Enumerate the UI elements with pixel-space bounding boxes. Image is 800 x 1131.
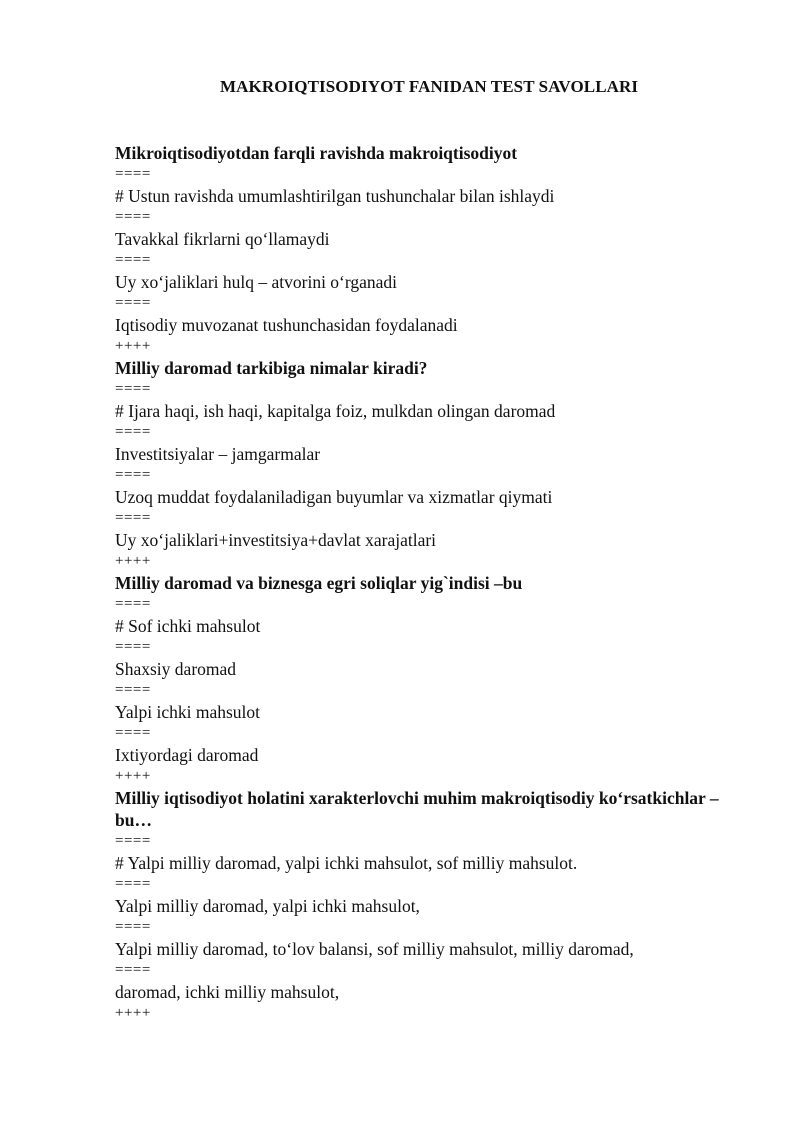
answer-separator: ==== — [115, 424, 151, 440]
answer-separator: ==== — [115, 682, 151, 698]
document-title: MAKROIQTISODIYOT FANIDAN TEST SAVOLLARI — [220, 77, 639, 96]
answer-separator: ==== — [115, 467, 151, 483]
answer-separator: ==== — [115, 833, 151, 849]
answer-option: # Ustun ravishda umumlashtirilgan tushunchalar bilan ishlaydi — [115, 186, 555, 206]
answer-option: Tavakkal fikrlarni qo‘llamaydi — [115, 229, 330, 249]
answer-separator: ==== — [115, 919, 151, 935]
answer-option: daromad, ichki milliy mahsulot, — [115, 982, 340, 1002]
answer-option: Uy xo‘jaliklari hulq – atvorini o‘rganadi — [115, 272, 398, 292]
answer-option: Yalpi milliy daromad, to‘lov balansi, sof milliy mahsulot, milliy daromad, — [115, 939, 634, 959]
question-separator: ++++ — [115, 338, 151, 354]
answer-option: Yalpi milliy daromad, yalpi ichki mahsulot, — [115, 896, 420, 916]
question-block — [115, 787, 755, 1024]
answer-separator: ==== — [115, 876, 151, 892]
answer-separator: ==== — [115, 381, 151, 397]
answer-separator: ==== — [115, 639, 151, 655]
answer-option: Investitsiyalar – jamgarmalar — [115, 444, 321, 464]
question-separator: ++++ — [115, 1005, 151, 1021]
question-text: Mikroiqtisodiyotdan farqli ravishda makroiqtisodiyot — [115, 143, 518, 163]
question-separator: ++++ — [115, 553, 151, 569]
question-block — [115, 572, 755, 787]
question-block — [115, 357, 755, 572]
answer-separator: ==== — [115, 166, 151, 182]
answer-separator: ==== — [115, 510, 151, 526]
answer-option: Yalpi ichki mahsulot — [115, 702, 261, 722]
test-questions — [115, 142, 755, 1024]
question-text: Milliy iqtisodiyot holatini xarakterlovchi muhim makroiqtisodiy ko‘rsatkichlar – bu… — [115, 788, 719, 830]
answer-separator: ==== — [115, 596, 151, 612]
answer-separator: ==== — [115, 725, 151, 741]
answer-option: # Sof ichki mahsulot — [115, 616, 261, 636]
answer-separator: ==== — [115, 209, 151, 225]
answer-option: Ixtiyordagi daromad — [115, 745, 259, 765]
question-block — [115, 142, 755, 357]
answer-option: # Yalpi milliy daromad, yalpi ichki mahsulot, sof milliy mahsulot. — [115, 853, 578, 873]
answer-option: Uy xo‘jaliklari+investitsiya+davlat xarajatlari — [115, 530, 437, 550]
question-separator: ++++ — [115, 768, 151, 784]
question-text: Milliy daromad va biznesga egri soliqlar yig`indisi –bu — [115, 573, 523, 593]
question-text: Milliy daromad tarkibiga nimalar kiradi? — [115, 358, 428, 378]
answer-option: Shaxsiy daromad — [115, 659, 237, 679]
answer-option: # Ijara haqi, ish haqi, kapitalga foiz, mulkdan olingan daromad — [115, 401, 556, 421]
answer-separator: ==== — [115, 295, 151, 311]
answer-separator: ==== — [115, 252, 151, 268]
answer-separator: ==== — [115, 962, 151, 978]
answer-option: Iqtisodiy muvozanat tushunchasidan foydalanadi — [115, 315, 458, 335]
answer-option: Uzoq muddat foydalaniladigan buyumlar va xizmatlar qiymati — [115, 487, 553, 507]
